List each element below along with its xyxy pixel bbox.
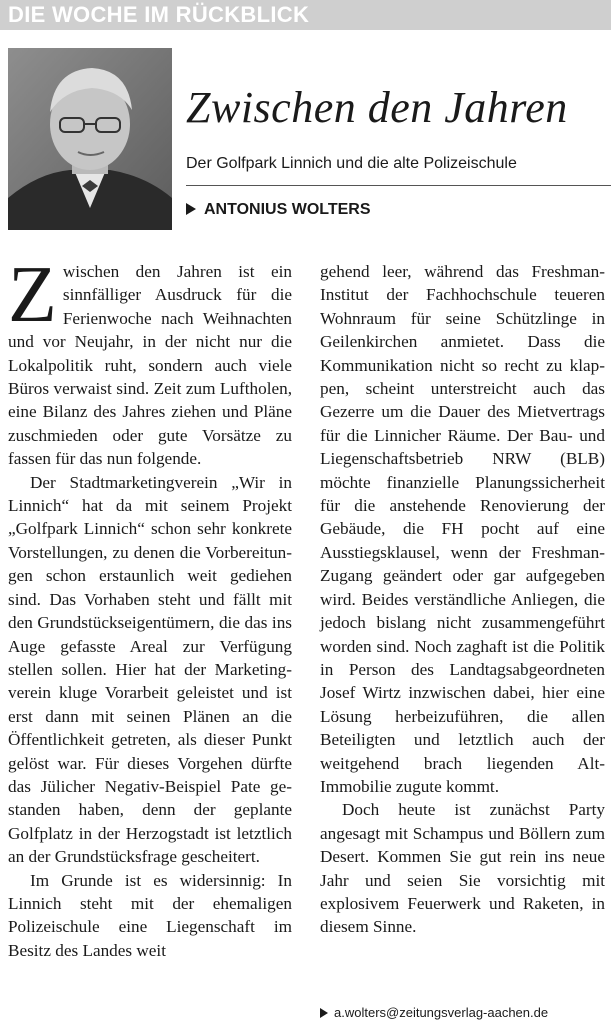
- paragraph: gehend leer, während das Freshman-Institut der Fachhochschule teueren Wohnraum für seine Schützlinge in Geilenkirchen anmietet. Dass die Kommunikation nicht so recht zu klappen, scheint unterstreicht auch das Gezerre um die Dauer des Mietvertrags für die Linnicher Räume. Der Bau- und Liegenschaftsbetrieb NRW (BLB) möchte finanzielle Planungssicherheit für die anstehende Renovierung der Gebäude, die FH pocht auf eine Ausstiegsklausel, wenn der Freshman-Zugang geändert oder gar aufgegeben wird. Beides verständliche Anliegen, die jedoch bislang nicht zusammengeführt worden sind. Noch zaghaft ist die Politik in Person des Landtagsabgeordneten Josef Wirtz inzwischen dabei, hier eine Lösung herbeizuführen, die allen Beteiligten und letztlich auch der weitgehend brach liegenden Alt-Immobilie zugute kommt.: [320, 262, 605, 796]
- paragraph: Im Grunde ist es widersinnig: In Linnich steht mit der ehemaligen Polizeischule eine Liegenschaft im Besitz des Landes weit: [8, 870, 292, 960]
- author-email-line: [320, 1004, 548, 1022]
- header-divider: [186, 185, 611, 186]
- paragraph: Der Stadtmarketingverein „Wir in Linnich“ hat da mit seinem Projekt „Golfpark Linnich“ schon sehr konkrete Vorstellungen, zu denen die Vorbereitungen schon erstaunlich weit gediehen sind. Das Vorhaben steht und fällt mit den Grundstückseigentümern, die das ins Auge gefasste Areal zur Verfügung stellen sollen. Hier hat der Marketingverein kluge Vorarbeit geleistet und ist erst dann mit seinen Plänen an die Öffentlichkeit getreten, als dieser Punkt gelöst war. Für dieses Vorgehen dürfte das Jülicher Negativ-Beispiel Pate gestanden haben, denn der geplante Golfplatz in der Herzogstadt ist letztlich an der Grundstücksfrage gescheitert.: [8, 472, 292, 867]
- headline: Zwischen den Jahren: [186, 83, 568, 132]
- author-email[interactable]: a.wolters@zeitungsverlag-aachen.de: [334, 1005, 549, 1020]
- rubric-label: DIE WOCHE IM RÜCKBLICK: [8, 2, 310, 27]
- author-photo: [8, 48, 172, 230]
- triangle-right-icon: [186, 203, 196, 215]
- article-column-2: [320, 260, 605, 939]
- paragraph: [8, 251, 292, 471]
- paragraph: Doch heute ist zunächst Party angesagt mit Schampus und Böllern zum Desert. Kommen Sie gut rein ins neue Jahr und seien Sie vorsichtig mit explosivem Feuerwerk und Raketen, in diesem Sinne.: [320, 800, 605, 937]
- author-name: ANTONIUS WOLTERS: [204, 201, 371, 218]
- triangle-right-icon: [320, 1008, 328, 1018]
- subtitle: Der Golfpark Linnich und die alte Polizeischule: [186, 155, 517, 172]
- article-column-1: [8, 251, 292, 962]
- drop-cap: Z: [8, 251, 57, 339]
- section-rubric: [0, 0, 611, 30]
- paragraph-text: wischen den Jahren ist ein sinnfälliger Ausdruck für die Ferienwoche nach Weihnachten und vor Neujahr, in der nicht nur die Lokalpolitik ruht, sondern auch viele Büros verwaist sind. Zeit zum Luftholen, eine Bilanz des Jahres ziehen und Pläne zuschmieden oder gute Vorsätze zu fassen für das nun folgende.: [8, 262, 292, 469]
- author-byline: [186, 200, 371, 220]
